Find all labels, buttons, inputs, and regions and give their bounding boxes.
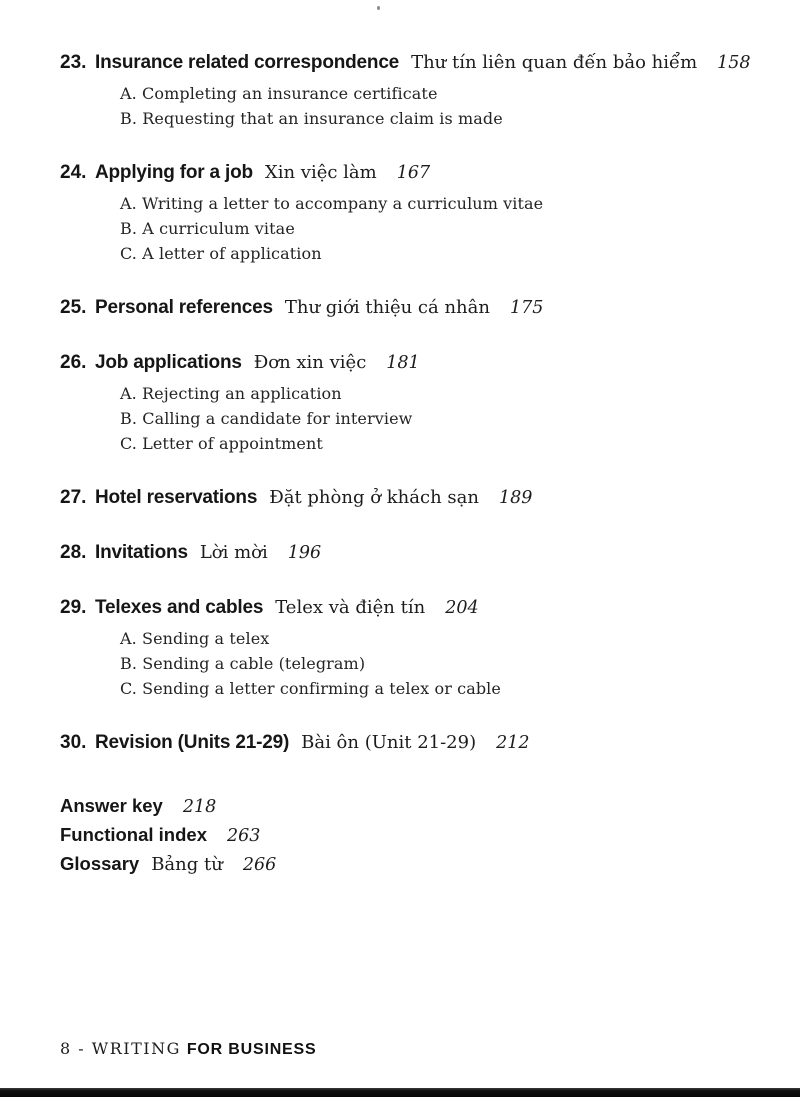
entry-vietnamese: Telex và điện tín [275,597,426,618]
back-matter-title: Functional index [60,824,207,845]
toc-sub-item: B. A curriculum vitae [120,219,295,238]
toc-entry [60,730,748,756]
toc-entry-heading [60,295,748,321]
toc-sub-item: B. Calling a candidate for interview [120,409,413,428]
toc-entry [60,160,748,266]
toc-sub-item: A. Rejecting an application [120,384,342,403]
back-matter-row [60,850,748,879]
entry-page-number: 189 [498,488,533,508]
entry-number: 23. [60,52,87,73]
toc-entry-heading [60,730,748,756]
back-matter-title: Glossary [60,853,140,874]
back-matter-vietnamese: Bảng từ [151,854,223,875]
entry-title: Revision (Units 21-29) [95,732,290,753]
entry-page-number: 196 [287,543,322,563]
entry-title: Hotel reservations [95,487,258,508]
entry-page-number: 204 [445,598,479,618]
scan-edge-artifact [0,1088,800,1097]
entry-number: 26. [60,352,87,373]
entry-page-number: 158 [717,53,751,73]
entry-page-number: 175 [509,298,544,318]
entry-page-number: 167 [396,163,431,183]
entry-vietnamese: Thư giới thiệu cá nhân [284,297,490,318]
back-matter-row [60,821,748,850]
toc-entry-heading [60,350,748,376]
toc-sub-item: B. Requesting that an insurance claim is made [120,109,503,128]
toc-entry [60,540,748,566]
toc-sub-list [120,191,748,266]
entry-vietnamese: Bài ôn (Unit 21-29) [301,732,477,753]
toc-sub-item: A. Writing a letter to accompany a curriculum vitae [120,194,544,213]
entry-vietnamese: Thư tín liên quan đến bảo hiểm [411,52,698,73]
toc-sub-item: C. A letter of application [120,244,322,263]
toc-sub-item: C. Letter of appointment [120,434,323,453]
footer-page-number-and-series: 8 - WRITING [60,1039,181,1058]
toc-sub-item: B. Sending a cable (telegram) [120,654,366,673]
back-matter-page-number: 218 [182,797,217,817]
entry-number: 25. [60,297,87,318]
toc-sub-item: A. Completing an insurance certificate [120,84,438,103]
back-matter-title: Answer key [60,795,163,816]
toc-sub-list [120,81,748,131]
entry-page-number: 181 [386,353,420,373]
entry-title: Job applications [95,352,242,373]
toc-entry [60,595,748,701]
footer-series-bold: FOR BUSINESS [186,1041,317,1058]
toc-entry-heading [60,160,748,186]
entry-page-number: 212 [496,733,530,753]
toc-sub-item: A. Sending a telex [120,629,270,648]
toc-entry-heading [60,540,748,566]
entry-title: Insurance related correspondence [95,52,400,73]
toc-entry [60,295,748,321]
back-matter-page-number: 266 [242,855,277,875]
toc-sub-list [120,381,748,456]
toc-entry-heading [60,50,751,76]
entry-title: Personal references [95,297,273,318]
scan-speck-artifact [377,6,380,10]
toc-entry [60,485,748,511]
entry-title: Telexes and cables [95,597,264,618]
toc-entry-heading [60,485,748,511]
page-footer [60,1039,316,1059]
toc-sub-list [120,626,748,701]
entry-number: 24. [60,162,87,183]
toc-entry [60,350,748,456]
entry-vietnamese: Xin việc làm [264,162,377,183]
entry-number: 30. [60,732,87,753]
entry-title: Invitations [95,542,188,563]
toc-entry [60,50,751,131]
entry-number: 28. [60,542,87,563]
entry-number: 29. [60,597,87,618]
back-matter-page-number: 263 [226,826,261,846]
back-matter-row [60,792,748,821]
back-matter-section [60,792,748,879]
entry-title: Applying for a job [95,162,253,183]
entry-vietnamese: Đặt phòng ở khách sạn [269,487,479,508]
entry-vietnamese: Đơn xin việc [253,352,367,373]
toc-entry-heading [60,595,748,621]
entry-number: 27. [60,487,87,508]
entry-vietnamese: Lời mời [199,542,268,563]
toc-sub-item: C. Sending a letter confirming a telex or cable [120,679,501,698]
